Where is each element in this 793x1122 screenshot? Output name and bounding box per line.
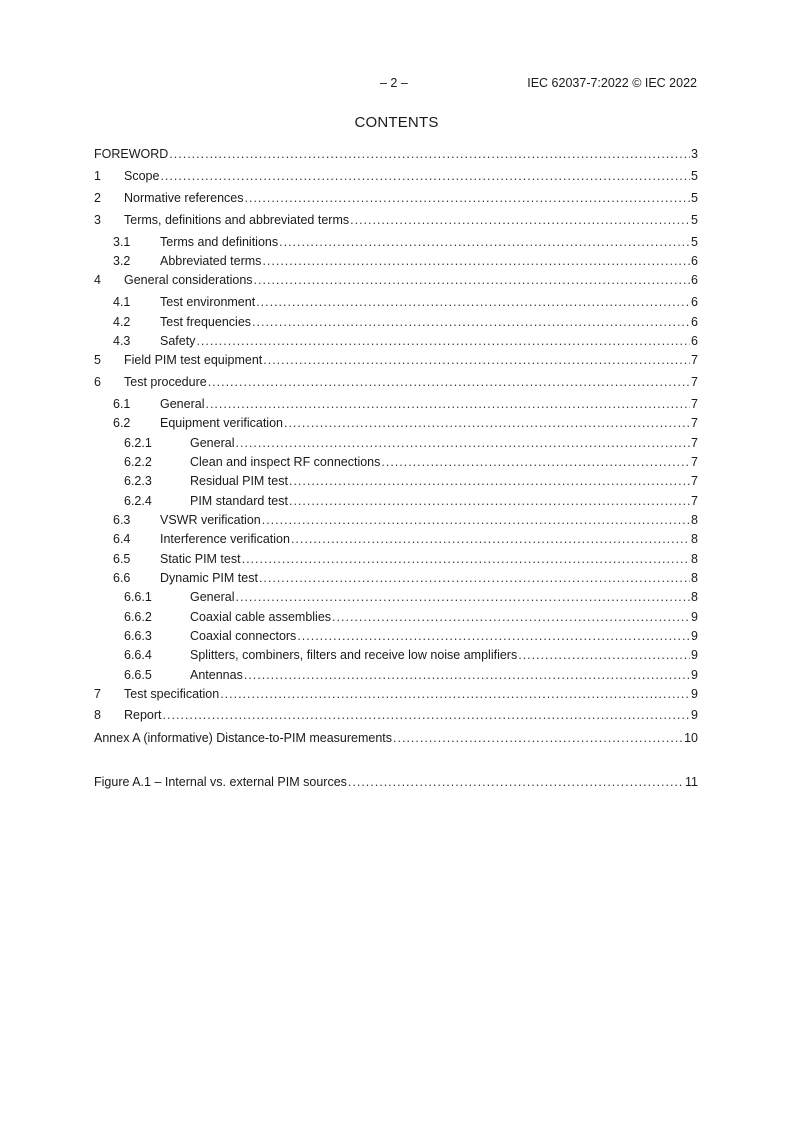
dot-leader <box>235 589 690 605</box>
toc-entry[interactable] <box>94 628 698 644</box>
toc-entry-page: 10 <box>684 731 698 745</box>
dot-leader <box>254 272 691 288</box>
toc-entry-number: 6.6.3 <box>124 629 152 643</box>
toc-entry[interactable] <box>94 396 698 412</box>
toc-entry-title: Normative references <box>124 191 244 205</box>
toc-entry-title: Dynamic PIM test <box>160 571 258 585</box>
dot-leader <box>393 730 683 746</box>
toc-entry-title: Figure A.1 – Internal vs. external PIM sources <box>94 775 347 789</box>
toc-entry-number: 6.2.1 <box>124 436 152 450</box>
toc-entry-page: 7 <box>691 375 698 389</box>
dot-leader <box>279 234 690 250</box>
dot-leader <box>220 686 690 702</box>
toc-entry-title: Terms, definitions and abbreviated terms <box>124 213 350 227</box>
toc-entry-page: 7 <box>691 474 698 488</box>
toc-entry-title: Safety <box>160 334 196 348</box>
toc-entry-page: 5 <box>691 169 698 183</box>
dot-leader <box>252 314 690 330</box>
toc-entry-page: 7 <box>691 455 698 469</box>
toc-entry[interactable] <box>94 294 698 310</box>
toc-entry-title: General considerations <box>124 273 253 287</box>
toc-entry-title: Annex A (informative) Distance-to-PIM measurements <box>94 731 393 745</box>
toc-entry-page: 9 <box>691 708 698 722</box>
toc-entry-page: 9 <box>691 648 698 662</box>
toc-entry[interactable] <box>94 435 698 451</box>
toc-entry-number: 6.6 <box>113 571 131 585</box>
toc-entry-title: Equipment verification <box>160 416 283 430</box>
toc-entry[interactable] <box>94 212 698 228</box>
toc-entry-title: General <box>190 590 235 604</box>
toc-entry-page: 8 <box>691 513 698 527</box>
toc-entry[interactable] <box>94 686 698 702</box>
toc-entry-page: 9 <box>691 629 698 643</box>
toc-entry-number: 6.6.1 <box>124 590 152 604</box>
toc-entry-page: 6 <box>691 295 698 309</box>
dot-leader <box>262 512 690 528</box>
toc-entry-page: 9 <box>691 610 698 624</box>
toc-entry-number: 2 <box>94 191 101 205</box>
toc-entry-page: 7 <box>691 416 698 430</box>
toc-entry[interactable] <box>94 609 698 625</box>
toc-entry-title: Test environment <box>160 295 256 309</box>
dot-leader <box>205 396 690 412</box>
dot-leader <box>262 253 690 269</box>
toc-entry-page: 8 <box>691 552 698 566</box>
toc-entry-number: 6.4 <box>113 532 131 546</box>
toc-entry[interactable] <box>94 667 698 683</box>
toc-entry-title: Terms and definitions <box>160 235 279 249</box>
dot-leader <box>350 212 690 228</box>
toc-entry[interactable] <box>94 774 698 790</box>
toc-entry-number: 7 <box>94 687 101 701</box>
dot-leader <box>256 294 690 310</box>
toc-entry-number: 6.2 <box>113 416 131 430</box>
dot-leader <box>245 190 691 206</box>
toc-entry-title: Scope <box>124 169 160 183</box>
toc-entry[interactable] <box>94 589 698 605</box>
toc-entry-title: PIM standard test <box>190 494 288 508</box>
toc-entry-title: Clean and inspect RF connections <box>190 455 381 469</box>
toc-entry[interactable] <box>94 352 698 368</box>
dot-leader <box>289 473 690 489</box>
toc-entry-number: 6 <box>94 375 101 389</box>
toc-entry-page: 8 <box>691 571 698 585</box>
toc-entry-title: FOREWORD <box>94 147 169 161</box>
dot-leader <box>297 628 690 644</box>
toc-entry[interactable] <box>94 374 698 390</box>
toc-entry-title: VSWR verification <box>160 513 261 527</box>
toc-entry-page: 8 <box>691 590 698 604</box>
toc-entry-title: Coaxial cable assemblies <box>190 610 332 624</box>
toc-entry-page: 6 <box>691 273 698 287</box>
toc-entry-number: 6.2.4 <box>124 494 152 508</box>
toc-entry-number: 6.1 <box>113 397 131 411</box>
toc-entry[interactable] <box>94 333 698 349</box>
toc-entry-page: 7 <box>691 353 698 367</box>
toc-entry-page: 5 <box>691 235 698 249</box>
toc-entry-title: Report <box>124 708 162 722</box>
dot-leader <box>348 774 684 790</box>
dot-leader <box>242 551 690 567</box>
toc-entry-title: Splitters, combiners, filters and receive low noise amplifiers <box>190 648 518 662</box>
dot-leader <box>208 374 690 390</box>
dot-leader <box>196 333 690 349</box>
toc-entry-page: 6 <box>691 315 698 329</box>
toc-entry[interactable] <box>94 415 698 431</box>
dot-leader <box>291 531 690 547</box>
toc-entry-title: Coaxial connectors <box>190 629 297 643</box>
toc-entry[interactable] <box>94 473 698 489</box>
toc-entry-number: 5 <box>94 353 101 367</box>
toc-entry-number: 6.6.4 <box>124 648 152 662</box>
toc-entry-number: 3 <box>94 213 101 227</box>
toc-entry-page: 7 <box>691 494 698 508</box>
page-number: – 2 – <box>380 76 408 90</box>
dot-leader <box>284 415 690 431</box>
toc-entry-number: 3.1 <box>113 235 131 249</box>
toc-entry[interactable] <box>94 707 698 723</box>
toc-entry-title: Test procedure <box>124 375 207 389</box>
toc-entry-page: 5 <box>691 191 698 205</box>
dot-leader <box>289 493 690 509</box>
toc-entry-number: 6.2.2 <box>124 455 152 469</box>
toc-entry-number: 3.2 <box>113 254 131 268</box>
toc-entry[interactable] <box>94 730 698 746</box>
dot-leader <box>160 168 690 184</box>
toc-entry-title: General <box>190 436 235 450</box>
toc-entry-title: Interference verification <box>160 532 290 546</box>
dot-leader <box>244 667 690 683</box>
toc-entry-title: Residual PIM test <box>190 474 288 488</box>
toc-entry[interactable] <box>94 512 698 528</box>
dot-leader <box>518 647 690 663</box>
toc-entry[interactable] <box>94 551 698 567</box>
toc-entry-number: 4 <box>94 273 101 287</box>
toc-entry-title: Test specification <box>124 687 220 701</box>
toc-entry-title: Test frequencies <box>160 315 252 329</box>
toc-entry-number: 4.3 <box>113 334 131 348</box>
toc-entry-page: 11 <box>685 775 698 789</box>
dot-leader <box>163 707 691 723</box>
toc-entry-page: 7 <box>691 436 698 450</box>
toc-entry-page: 9 <box>691 668 698 682</box>
toc-entry-number: 6.6.2 <box>124 610 152 624</box>
toc-entry[interactable] <box>94 493 698 509</box>
toc-entry[interactable] <box>94 531 698 547</box>
toc-entry[interactable] <box>94 570 698 586</box>
dot-leader <box>263 352 690 368</box>
toc-entry-page: 9 <box>691 687 698 701</box>
toc-entry-title: General <box>160 397 205 411</box>
toc-entry-title: Static PIM test <box>160 552 241 566</box>
toc-entry-number: 6.5 <box>113 552 131 566</box>
toc-entry[interactable] <box>94 272 698 288</box>
toc-entry-page: 7 <box>691 397 698 411</box>
toc-entry-page: 3 <box>691 147 698 161</box>
toc-entry-number: 8 <box>94 708 101 722</box>
dot-leader <box>381 454 690 470</box>
toc-entry-page: 6 <box>691 334 698 348</box>
toc-entry-title: Field PIM test equipment <box>124 353 263 367</box>
toc-entry[interactable] <box>94 146 698 162</box>
toc-entry[interactable] <box>94 168 698 184</box>
dot-leader <box>235 435 690 451</box>
toc-entry[interactable] <box>94 454 698 470</box>
toc-entry[interactable] <box>94 314 698 330</box>
toc-entry-number: 4.2 <box>113 315 131 329</box>
toc-entry[interactable] <box>94 234 698 250</box>
toc-entry-title: Antennas <box>190 668 243 682</box>
toc-entry-number: 6.2.3 <box>124 474 152 488</box>
toc-entry-number: 6.6.5 <box>124 668 152 682</box>
toc-entry-number: 4.1 <box>113 295 131 309</box>
dot-leader <box>169 146 690 162</box>
toc-entry-page: 8 <box>691 532 698 546</box>
toc-entry-number: 1 <box>94 169 101 183</box>
page-title: CONTENTS <box>354 114 439 131</box>
dot-leader <box>259 570 690 586</box>
toc-entry[interactable] <box>94 190 698 206</box>
toc-entry[interactable] <box>94 253 698 269</box>
toc-entry-number: 6.3 <box>113 513 131 527</box>
dot-leader <box>332 609 690 625</box>
toc-entry-page: 6 <box>691 254 698 268</box>
toc-entry-page: 5 <box>691 213 698 227</box>
toc-entry[interactable] <box>94 647 698 663</box>
document-reference: IEC 62037-7:2022 © IEC 2022 <box>527 76 697 90</box>
toc-entry-title: Abbreviated terms <box>160 254 262 268</box>
